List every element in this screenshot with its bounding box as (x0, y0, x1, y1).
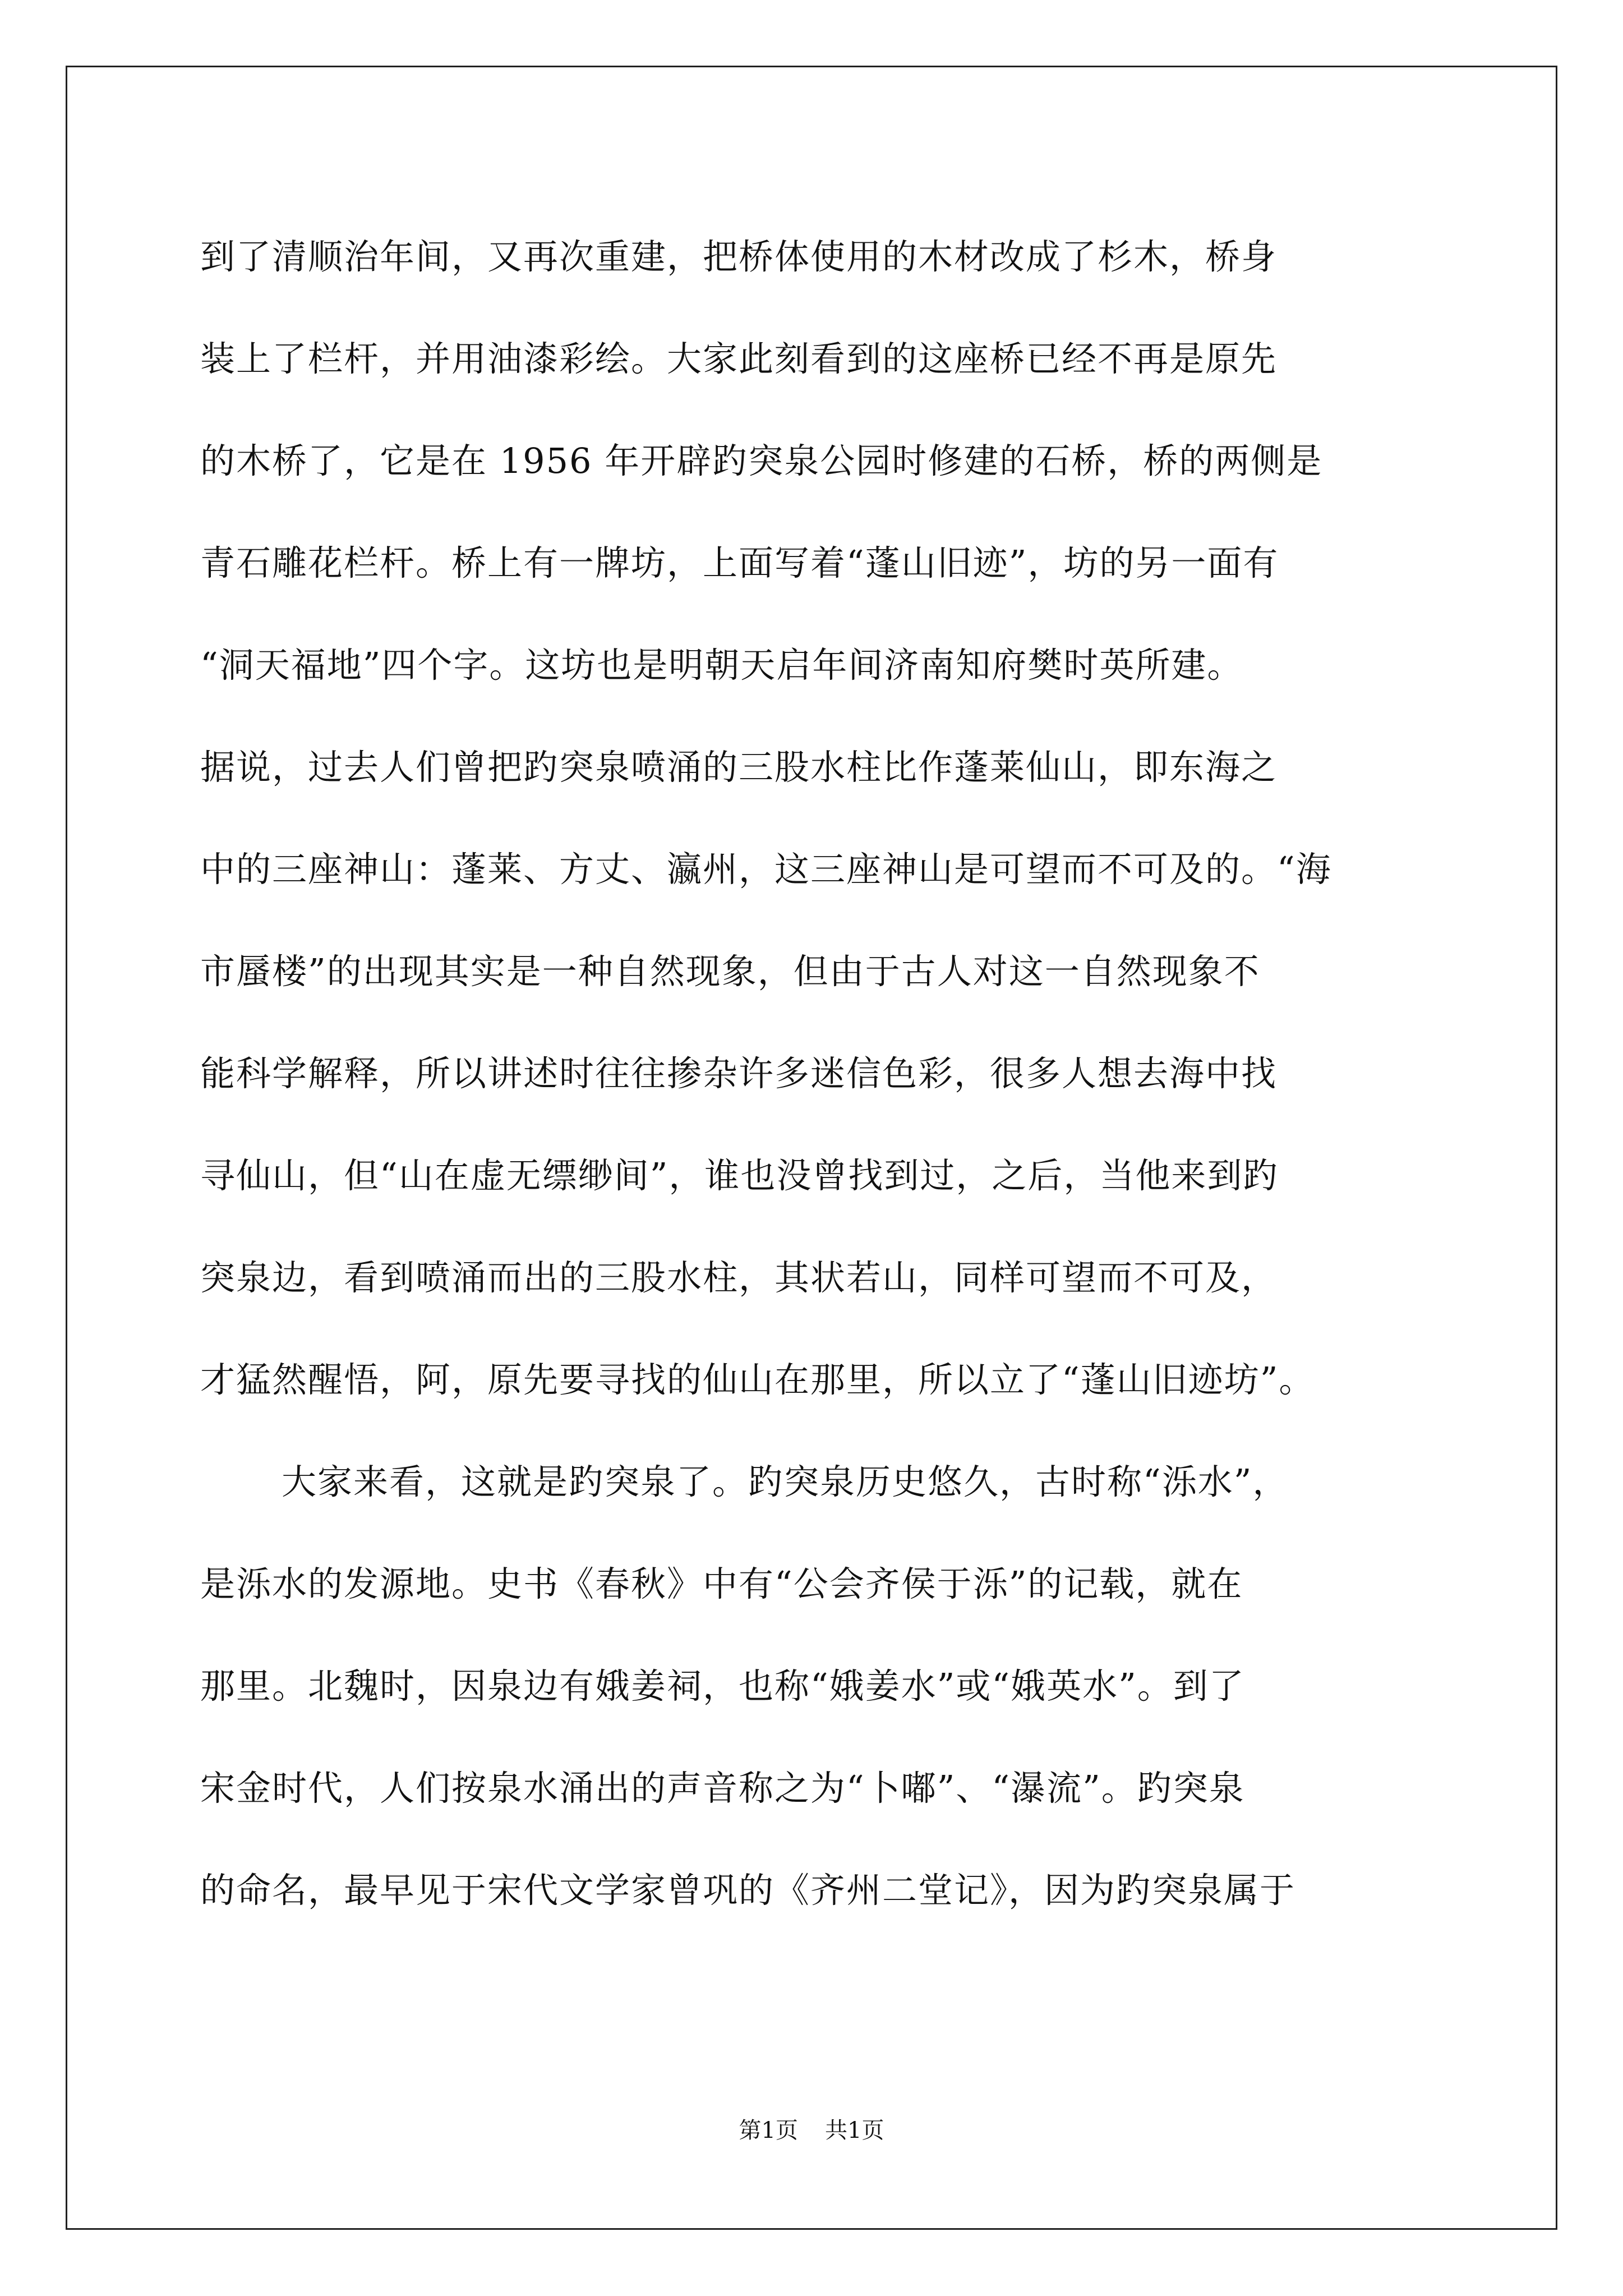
text-line: 到了清顺治年间，又再次重建，把桥体使用的木材改成了杉木，桥身 (200, 236, 1278, 277)
paragraph-start-line: 大家来看，这就是趵突泉了。趵突泉历史悠久，古时称“泺水”， (282, 1461, 1289, 1502)
page-total: 共1页 (825, 2118, 884, 2143)
text-line: 的命名，最早见于宋代文学家曾巩的《齐州二堂记》，因为趵突泉属于 (200, 1870, 1296, 1911)
text-line: “洞天福地”四个字。这坊也是明朝天启年间济南知府樊时英所建。 (200, 645, 1243, 685)
text-line: 才猛然醒悟，阿，原先要寻找的仙山在那里，所以立了“蓬山旧迹坊”。 (200, 1359, 1315, 1400)
text-line: 的木桥了，它是在 1956 年开辟趵突泉公园时修建的石桥，桥的两侧是 (200, 440, 1323, 481)
text-line: 据说，过去人们曾把趵突泉喷涌的三股水柱比作蓬莱仙山，即东海之 (200, 747, 1278, 788)
text-line: 市蜃楼”的出现其实是一种自然现象，但由于古人对这一自然现象不 (200, 951, 1260, 992)
text-line: 是泺水的发源地。史书《春秋》中有“公会齐侯于泺”的记载，就在 (200, 1563, 1243, 1604)
page-footer (0, 2114, 1623, 2147)
text-line: 宋金时代，人们按泉水涌出的声音称之为“卜嘟”、“瀑流”。趵突泉 (200, 1768, 1245, 1809)
text-line: 能科学解释，所以讲述时往往掺杂许多迷信色彩，很多人想去海中找 (200, 1053, 1278, 1094)
page-number: 第1页 (739, 2118, 798, 2143)
text-line: 装上了栏杆，并用油漆彩绘。大家此刻看到的这座桥已经不再是原先 (200, 338, 1278, 379)
text-line: 青石雕花栏杆。桥上有一牌坊，上面写着“蓬山旧迹”，坊的另一面有 (200, 542, 1279, 583)
text-line: 那里。北魏时，因泉边有娥姜祠，也称“娥姜水”或“娥英水”。到了 (200, 1665, 1245, 1706)
document-body (200, 206, 1434, 1941)
text-line: 寻仙山，但“山在虚无缥缈间”，谁也没曾找到过，之后，当他来到趵 (200, 1155, 1279, 1196)
text-line: 中的三座神山：蓬莱、方丈、瀛州，这三座神山是可望而不可及的。“海 (200, 849, 1332, 890)
text-line: 突泉边，看到喷涌而出的三股水柱，其状若山，同样可望而不可及， (200, 1257, 1278, 1298)
